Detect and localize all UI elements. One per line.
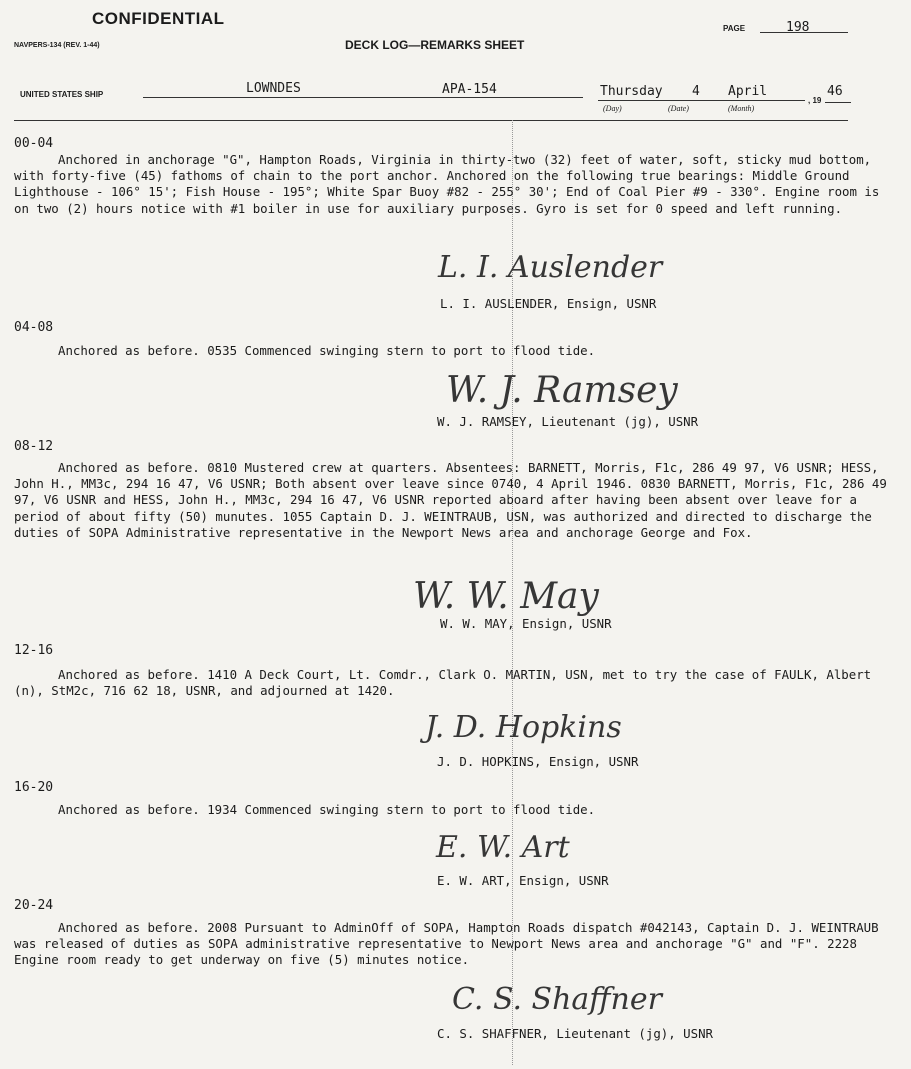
year-line [825,102,851,103]
month-value: April [728,84,768,99]
year-prefix: , 19 [808,96,822,105]
remark-text: Anchored in anchorage "G", Hampton Roads, Virginia in thirty-two (32) feet of water, soft, sticky mud bottom, with forty-five (45) fathoms of chain to the port anchor. Anchored on the following true bearings: Middle Ground Lighthouse - 106° 15'; Fish House - 195°; White Spar Buoy #82 - 255° 30'; End of Coal Pier #9 - 330°. Engine room is on two (2) hours notice with #1 boiler in use for auxiliary purposes. Gyro is set for 0 speed and left running. [14,152,880,216]
signature-block: J. D. HOPKINS, Ensign, USNR [437,754,639,769]
signature-scrawl: C. S. Shaffner [452,982,662,1017]
page-number: 198 [786,20,810,35]
remark-text: Anchored as before. 1934 Commenced swinging stern to port to flood tide. [58,802,596,817]
ship-name: LOWNDES [246,81,301,96]
ship-name-line [143,97,583,98]
signature-scrawl: L. I. Auslender [438,250,663,285]
remark-text: Anchored as before. 1410 A Deck Court, Lt. Comdr., Clark O. MARTIN, USN, met to try the case of FAULK, Albert (n), StM2c, 716 62 18, USNR, and adjourned at 1420. [14,667,872,699]
signature-block: C. S. SHAFFNER, Lieutenant (jg), USNR [437,1026,714,1041]
form-title: DECK LOG—REMARKS SHEET [345,38,525,52]
day-value: Thursday [600,84,663,99]
watch-label: 04-08 [14,320,54,335]
signature-block: L. I. AUSLENDER, Ensign, USNR [440,296,657,311]
date-line [598,100,805,101]
watch-label: 16-20 [14,780,54,795]
signature-scrawl: E. W. Art [436,830,570,865]
signature-scrawl: W. W. May [413,576,599,617]
signature-block: W. W. MAY, Ensign, USNR [440,616,612,631]
header-rule [14,120,848,121]
ship-label: UNITED STATES SHIP [20,90,104,99]
remark-text: Anchored as before. 0535 Commenced swinging stern to port to flood tide. [58,343,596,358]
classification-label: CONFIDENTIAL [92,9,225,28]
signature-block: W. J. RAMSEY, Lieutenant (jg), USNR [437,414,699,429]
hull-number: APA-154 [442,82,497,97]
year-suffix: 46 [827,84,843,99]
form-id: NAVPERS-134 (REV. 1-44) [14,42,100,49]
watch-label: 12-16 [14,643,54,658]
signature-scrawl: W. J. Ramsey [446,370,678,411]
signature-scrawl: J. D. Hopkins [425,710,622,745]
page-label: PAGE [723,24,746,33]
watch-label: 08-12 [14,439,54,454]
watch-label: 00-04 [14,136,54,151]
day-caption: (Day) [603,104,622,113]
remark-text: Anchored as before. 2008 Pursuant to AdminOff of SOPA, Hampton Roads dispatch #042143, Captain D. J. WEINTRAUB was released of duties as SOPA administrative representative to Newport News area and anchorage "G" and "F". 2228 Engine room ready to get underway on five (5) minutes notice. [14,920,879,968]
month-caption: (Month) [728,104,755,113]
remark-text: Anchored as before. 0810 Mustered crew at quarters. Absentees: BARNETT, Morris, F1c, 286 49 97, V6 USNR; HESS, John H., MM3c, 294 16 47, V6 USNR; Both absent over leave since 0740, 4 April 1946. 0830 BARNETT, Morris, F1c, 286 49 97, V6 USNR and HESS, John H., MM3c, 294 16 47, V6 USNR reported aboard after having been absent over leave for a period of about fifty (50) munutes. 1055 Captain D. J. WEINTRAUB, USN, was authorized and directed to discharge the duties of SOPA Administrative representative in the Newport News area and anchorage George and Fox. [14,460,887,540]
watch-label: 20-24 [14,898,54,913]
date-caption: (Date) [668,104,689,113]
signature-block: E. W. ART, Ensign, USNR [437,873,609,888]
date-value: 4 [692,84,700,99]
